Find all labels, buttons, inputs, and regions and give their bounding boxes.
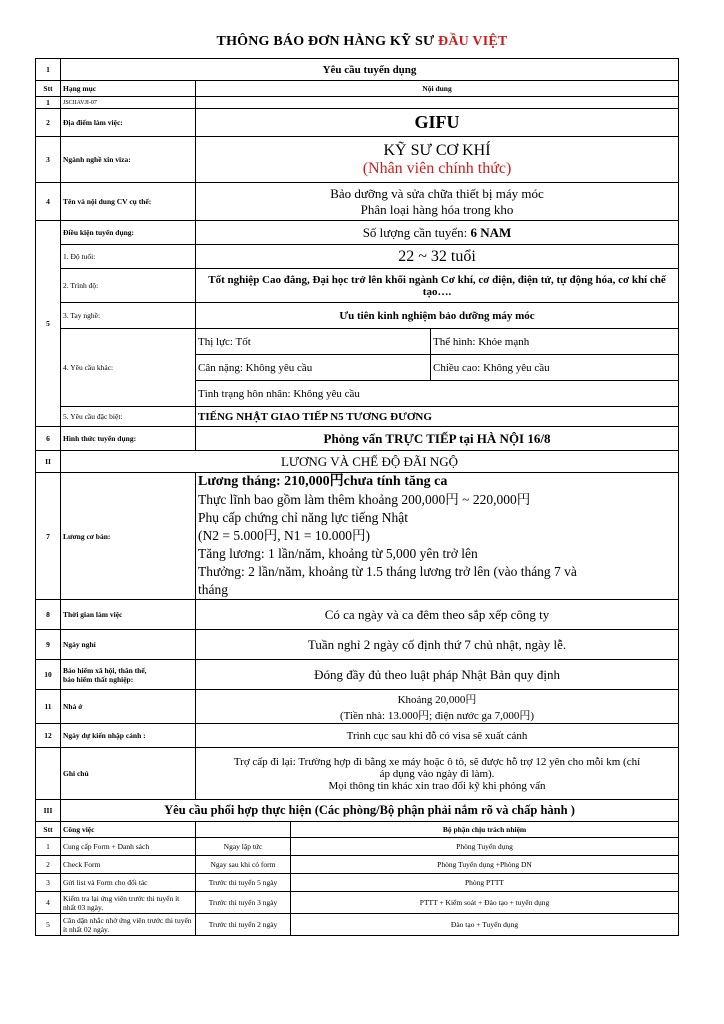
section-number: III	[36, 800, 61, 822]
working-hours: Có ca ngày và ca đêm theo sắp xếp công ty	[196, 600, 679, 630]
monthly-salary: Lương tháng: 210,000円chưa tính tăng ca	[198, 474, 448, 489]
row-number: 4	[36, 892, 61, 914]
column-header-row	[36, 822, 679, 838]
header-dept: Bộ phận chịu trách nhiệm	[291, 822, 679, 838]
row-label: 1. Độ tuổi:	[61, 245, 196, 269]
row-label: 5. Yêu cầu đặc biệt:	[61, 407, 196, 427]
entry-date: Trình cục sau khi đỗ có visa sẽ xuất cảnh	[196, 724, 679, 748]
row-label: 3. Tay nghề:	[61, 303, 196, 329]
height-requirement: Chiều cao: Không yêu cầu	[431, 355, 679, 381]
salary-line: Thưởng: 2 lần/năm, khoảng từ 1.5 tháng lương trở lên (vào tháng 7 và	[198, 564, 577, 579]
task-row	[36, 856, 679, 874]
job-desc-line: Bảo dưỡng và sửa chữa thiết bị máy móc	[330, 185, 544, 201]
row-label: Địa điểm làm việc:	[61, 109, 196, 137]
quantity-label: Số lượng cần tuyển:	[362, 224, 468, 240]
row-label: Nhà ở	[61, 690, 196, 724]
table-row	[36, 269, 679, 303]
task-name: Check Form	[61, 856, 196, 874]
row-number: 2	[36, 109, 61, 137]
work-location: GIFU	[196, 109, 679, 137]
row-number: 6	[36, 427, 61, 451]
table-row	[36, 407, 679, 427]
task-name: Gửi list và Form cho đối tác	[61, 874, 196, 892]
job-title: KỸ SƯ CƠ KHÍ	[383, 141, 491, 159]
column-header-row	[36, 81, 679, 97]
row-number: 1	[36, 97, 61, 109]
salary-line: Tăng lương: 1 lần/năm, khoảng từ 5,000 yên trở lên	[198, 546, 478, 561]
task-time: Trước thi tuyển 3 ngày	[196, 892, 291, 914]
row-label: Ngày dự kiến nhập cảnh :	[61, 724, 196, 748]
task-dept: Phòng Tuyển dụng	[291, 838, 679, 856]
skill-requirement: Ưu tiên kinh nghiệm bảo dưỡng máy móc	[196, 303, 679, 329]
note-line: Trợ cấp đi lại: Trường hợp đi bằng xe máy hoặc ô tô, sẽ được hỗ trợ 12 yên cho mỗi km (chỉ	[233, 755, 641, 768]
task-dept: Phòng PTTT	[291, 874, 679, 892]
row-label: Hình thức tuyển dụng:	[61, 427, 196, 451]
row-number: 8	[36, 600, 61, 630]
header-stt: Stt	[36, 81, 61, 97]
section-number: 1	[36, 59, 61, 81]
job-type: (Nhân viên chính thức)	[362, 159, 512, 177]
table-row	[36, 690, 679, 724]
row-label: Thời gian làm việc	[61, 600, 196, 630]
row-number: 9	[36, 630, 61, 660]
table-row	[36, 245, 679, 269]
title-main: THÔNG BÁO ĐƠN HÀNG KỸ SƯ	[216, 34, 435, 49]
vision-requirement: Thị lực: Tốt	[196, 329, 431, 355]
section-3-header	[36, 800, 679, 822]
row-label: bảo hiểm thất nghiệp:	[63, 674, 134, 684]
table-row	[36, 600, 679, 630]
row-label: Bảo hiểm xã hội, thân thể,	[63, 665, 147, 675]
row-label: Lương cơ bản:	[61, 473, 196, 600]
recruitment-method: Phỏng vấn TRỰC TIẾP tại HÀ NỘI 16/8	[196, 427, 679, 451]
table-row	[36, 97, 679, 109]
row-label: Tên và nội dung CV cụ thể:	[61, 183, 196, 221]
row-number: 3	[36, 137, 61, 183]
task-time: Trước thi tuyển 2 ngày	[196, 914, 291, 936]
table-row	[36, 183, 679, 221]
row-number: 11	[36, 690, 61, 724]
row-label: 2. Trình độ:	[61, 269, 196, 303]
document-title	[0, 34, 724, 50]
section-2-header	[36, 451, 679, 473]
order-code: JSCIIAVJI-07	[61, 97, 196, 109]
job-order-table	[35, 58, 679, 936]
row-number: 4	[36, 183, 61, 221]
job-desc-line: Phân loại hàng hóa trong kho	[360, 201, 514, 217]
task-dept: Đào tạo + Tuyển dụng	[291, 914, 679, 936]
physique-requirement: Thể hình: Khỏe mạnh	[431, 329, 679, 355]
task-name: Kiểm tra lại ứng viên trước thi tuyển ít nhất 03 ngày.	[61, 892, 196, 914]
table-row	[36, 630, 679, 660]
section-1-header	[36, 59, 679, 81]
row-number: 2	[36, 856, 61, 874]
table-row	[36, 109, 679, 137]
row-number: 1	[36, 838, 61, 856]
task-row	[36, 874, 679, 892]
housing-cost: Khoảng 20,000円	[397, 693, 477, 706]
salary-line: (N2 = 5.000円, N1 = 10.000円)	[198, 528, 370, 543]
header-content: Nội dung	[196, 81, 679, 97]
task-time: Ngay sau khi có form	[196, 856, 291, 874]
row-number: 5	[36, 221, 61, 427]
table-row	[36, 427, 679, 451]
section-title: Yêu cầu phối hợp thực hiện (Các phòng/Bộ phận phải nắm rõ và chấp hành )	[61, 800, 679, 822]
task-name: Căn dặn nhắc nhở ứng viên trước thi tuyển ít nhất 02 ngày.	[61, 914, 196, 936]
note-line: áp dụng vào ngày đi làm).	[379, 767, 495, 780]
row-number: 5	[36, 914, 61, 936]
weight-requirement: Cân nặng: Không yêu cầu	[196, 355, 431, 381]
task-dept: PTTT + Kiểm soát + Đào tạo + tuyển dụng	[291, 892, 679, 914]
table-row	[36, 748, 679, 800]
row-number: 3	[36, 874, 61, 892]
salary-line: Phụ cấp chứng chỉ năng lực tiếng Nhật	[198, 510, 408, 525]
header-stt: Stt	[36, 822, 61, 838]
table-row	[36, 221, 679, 245]
task-name: Cung cấp Form + Danh sách	[61, 838, 196, 856]
row-label: Ngành nghề xin viza:	[61, 137, 196, 183]
table-row	[36, 303, 679, 329]
insurance: Đóng đầy đủ theo luật pháp Nhật Bản quy định	[196, 660, 679, 690]
marital-requirement: Tình trạng hôn nhân: Không yêu cầu	[196, 381, 679, 407]
days-off: Tuần nghỉ 2 ngày cố định thứ 7 chủ nhật, ngày lễ.	[196, 630, 679, 660]
task-row	[36, 838, 679, 856]
row-label: Ngày nghỉ	[61, 630, 196, 660]
age-range: 22 ~ 32 tuổi	[196, 245, 679, 269]
row-number: 12	[36, 724, 61, 748]
housing-detail: (Tiền nhà: 13.000円; điện nước ga 7,000円)	[339, 709, 535, 722]
table-row	[36, 473, 679, 600]
table-row	[36, 660, 679, 690]
row-label: Điều kiện tuyển dụng:	[61, 221, 196, 245]
row-number: 7	[36, 473, 61, 600]
education-requirement: Tốt nghiệp Cao đẳng, Đại học trở lên khối ngành Cơ khí, cơ điện, điện tử, tự động hóa, cơ khí chế tạo….	[196, 269, 679, 303]
salary-line: tháng	[198, 582, 228, 597]
special-requirement: TIẾNG NHẬT GIAO TIẾP N5 TƯƠNG ĐƯƠNG	[196, 407, 679, 427]
task-row	[36, 914, 679, 936]
row-label: 4. Yêu cầu khác:	[61, 329, 196, 407]
quantity-value: 6 NAM	[470, 224, 512, 240]
table-row	[36, 137, 679, 183]
task-row	[36, 892, 679, 914]
section-number: II	[36, 451, 61, 473]
salary-line: Thực lĩnh bao gồm làm thêm khoảng 200,000円 ~ 220,000円	[198, 492, 531, 507]
task-time: Trước thi tuyển 5 ngày	[196, 874, 291, 892]
table-row	[36, 724, 679, 748]
task-dept: Phòng Tuyển dụng +Phòng DN	[291, 856, 679, 874]
note-line: Mọi thông tin khác xin trao đổi kỹ khi phỏng vấn	[328, 779, 546, 792]
header-item: Hạng mục	[61, 81, 196, 97]
task-time: Ngay lập tức	[196, 838, 291, 856]
row-number: 10	[36, 660, 61, 690]
row-label: Ghi chú	[61, 748, 196, 800]
section-title: Yêu cầu tuyển dụng	[61, 59, 679, 81]
header-task: Công việc	[61, 822, 196, 838]
table-row	[36, 329, 679, 355]
section-title: LƯƠNG VÀ CHẾ ĐỘ ĐÃI NGỘ	[61, 451, 679, 473]
title-company: ĐẦU VIỆT	[438, 34, 508, 49]
